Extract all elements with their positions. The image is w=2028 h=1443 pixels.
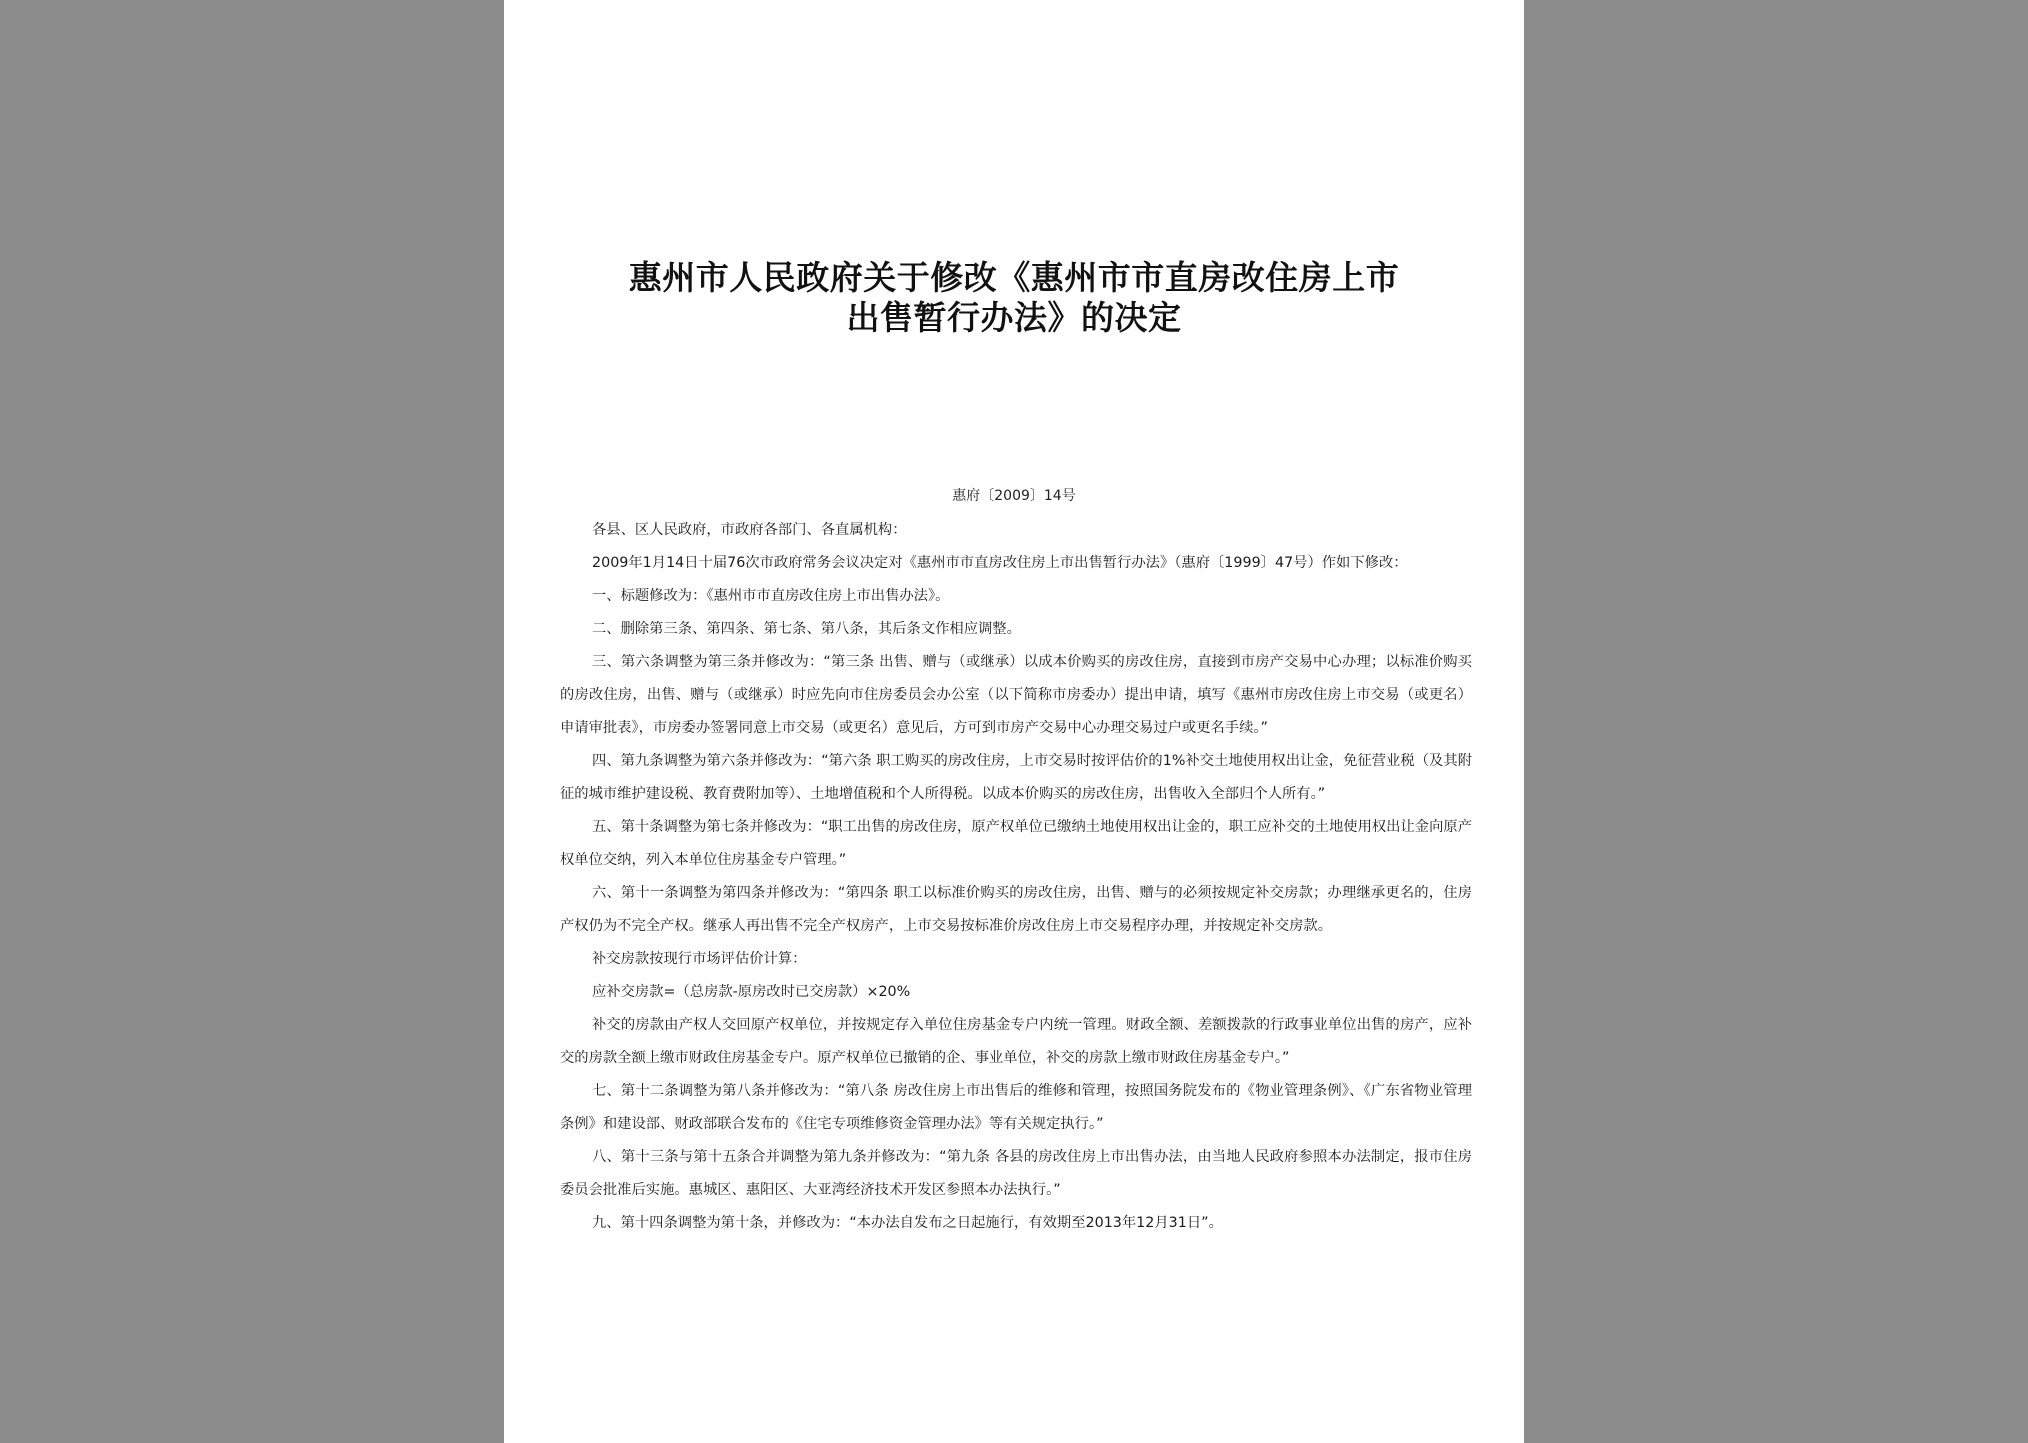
document-body bbox=[560, 514, 1472, 1240]
paragraph-item-1: 一、标题修改为：《惠州市市直房改住房上市出售办法》。 bbox=[592, 588, 950, 604]
document-title bbox=[504, 258, 1524, 338]
title-line-2: 出售暂行办法》的决定 bbox=[846, 298, 1182, 337]
paragraph-item-4: 四、第九条调整为第六条并修改为：“第六条 职工购买的房改住房，上市交易时按评估价的1%补交土地使用权出让金，免征营业税（及其附征的城市维护建设税、教育费附加等）、土地增值税和个人所得税。以成本价购买的房改住房，出售收入全部归个人所有。” bbox=[560, 753, 1472, 802]
paragraph-calc-heading: 补交房款按现行市场评估价计算： bbox=[592, 951, 807, 967]
document-page bbox=[504, 0, 1524, 1443]
paragraph-item-3: 三、第六条调整为第三条并修改为：“第三条 出售、赠与（或继承）以成本价购买的房改住房，直接到市房产交易中心办理；以标准价购买的房改住房，出售、赠与（或继承）时应先向市住房委员会办公室（以下简称市房委办）提出申请，填写《惠州市房改住房上市交易（或更名）申请审批表》，市房委办签署同意上市交易（或更名）意见后，方可到市房产交易中心办理交易过户或更名手续。” bbox=[560, 654, 1472, 736]
paragraph-addressee: 各县、区人民政府，市政府各部门、各直属机构： bbox=[592, 522, 907, 538]
paragraph-formula: 应补交房款=（总房款-原房改时已交房款）×20% bbox=[592, 984, 911, 1000]
paragraph-item-7: 七、第十二条调整为第八条并修改为：“第八条 房改住房上市出售后的维修和管理，按照国务院发布的《物业管理条例》、《广东省物业管理条例》和建设部、财政部联合发布的《住宅专项维修资金管理办法》等有关规定执行。” bbox=[560, 1083, 1472, 1132]
paragraph-payment-rules: 补交的房款由产权人交回原产权单位，并按规定存入单位住房基金专户内统一管理。财政全额、差额拨款的行政事业单位出售的房产，应补交的房款全额上缴市财政住房基金专户。原产权单位已撤销的企、事业单位，补交的房款上缴市财政住房基金专户。” bbox=[560, 1017, 1472, 1066]
paragraph-intro: 2009年1月14日十届76次市政府常务会议决定对《惠州市市直房改住房上市出售暂行办法》（惠府〔1999〕47号）作如下修改： bbox=[592, 555, 1408, 571]
document-number: 惠府〔2009〕14号 bbox=[952, 488, 1076, 504]
paragraph-item-8: 八、第十三条与第十五条合并调整为第九条并修改为：“第九条 各县的房改住房上市出售办法，由当地人民政府参照本办法制定，报市住房委员会批准后实施。惠城区、惠阳区、大亚湾经济技术开发区参照本办法执行。” bbox=[560, 1149, 1472, 1198]
paragraph-item-2: 二、删除第三条、第四条、第七条、第八条，其后条文作相应调整。 bbox=[592, 621, 1021, 637]
paragraph-item-9: 九、第十四条调整为第十条，并修改为：“本办法自发布之日起施行，有效期至2013年12月31日”。 bbox=[592, 1215, 1223, 1231]
paragraph-item-5: 五、第十条调整为第七条并修改为：“职工出售的房改住房，原产权单位已缴纳土地使用权出让金的，职工应补交的土地使用权出让金向原产权单位交纳，列入本单位住房基金专户管理。” bbox=[560, 819, 1472, 868]
title-line-1: 惠州市人民政府关于修改《惠州市市直房改住房上市 bbox=[628, 258, 1400, 297]
paragraph-item-6: 六、第十一条调整为第四条并修改为：“第四条 职工以标准价购买的房改住房，出售、赠与的必须按规定补交房款；办理继承更名的，住房产权仍为不完全产权。继承人再出售不完全产权房产，上市交易按标准价房改住房上市交易程序办理，并按规定补交房款。 bbox=[560, 885, 1472, 934]
